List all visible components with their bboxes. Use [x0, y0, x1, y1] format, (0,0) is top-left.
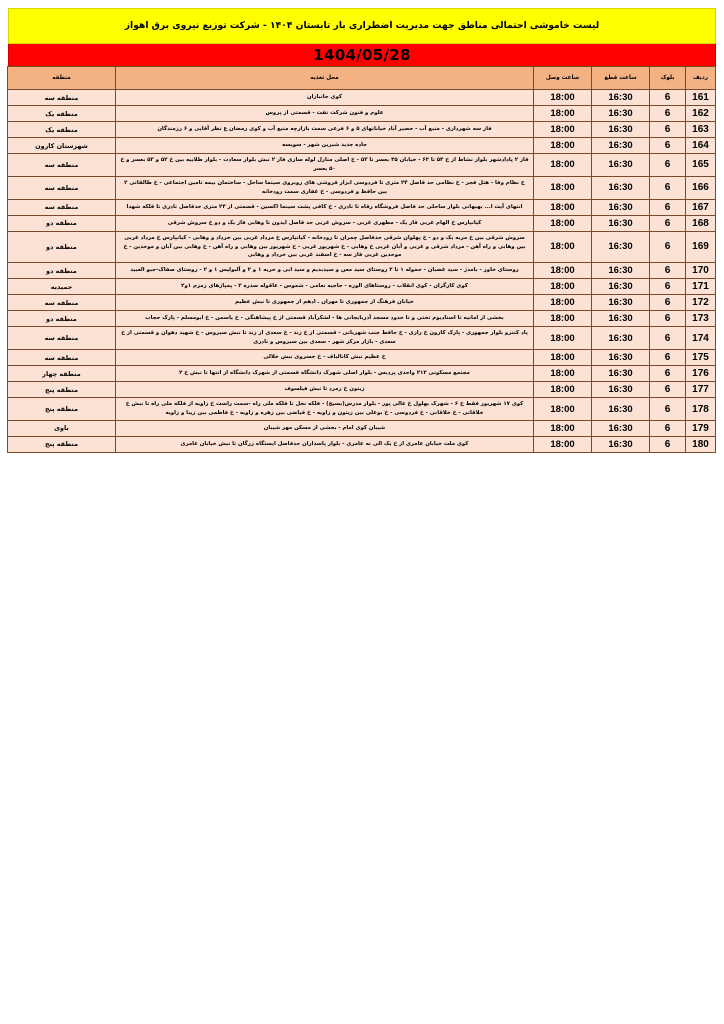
cell-mantaghe: حمیدیه	[8, 279, 116, 295]
cell-radif: 168	[686, 215, 716, 231]
cell-saat-ghat: 16:30	[592, 382, 650, 398]
cell-mahal-taghzie: روستای خاور - بامدژ - سید غضبان - حموله ۱ تا ۲ روستای سید معن و سیدبدیم و سید ابی و حریه ۱ و ۲ و آلبولیس ۱ و ۲ - روستای صفاک-جبو العبید	[116, 263, 534, 279]
cell-radif: 180	[686, 436, 716, 452]
table-header-row	[8, 67, 716, 90]
cell-mahal-taghzie: زیتون خ زمرد تا نبش فیلسوف	[116, 382, 534, 398]
cell-mantaghe: شهرستان کارون	[8, 138, 116, 154]
cell-mahal-taghzie: علوم و فنون شرکت نفت - قسمتی از پروس	[116, 106, 534, 122]
cell-saat-vasl: 18:00	[534, 295, 592, 311]
cell-mahal-taghzie: فاز سه شهرداری - منبع آب - حصیر آباد خیابانهای ۵ و ۶ فرعی سمت بازارچه منبع آب و کوی رمضان ع نظر آقایی و ۶ رزمندگان	[116, 122, 534, 138]
cell-mantaghe: منطقه چهار	[8, 366, 116, 382]
column-header-block: بلوک	[650, 67, 686, 90]
cell-radif: 169	[686, 231, 716, 263]
cell-saat-vasl: 18:00	[534, 382, 592, 398]
table-row	[8, 138, 716, 154]
cell-mantaghe: منطقه یک	[8, 122, 116, 138]
cell-block: 6	[650, 366, 686, 382]
cell-mantaghe: منطقه سه	[8, 199, 116, 215]
cell-mahal-taghzie: خ عظیم نبش کانالباف - خ خسروی نبش خلالی	[116, 350, 534, 366]
cell-radif: 178	[686, 398, 716, 421]
cell-block: 6	[650, 138, 686, 154]
cell-mahal-taghzie: کوی جانبازان	[116, 90, 534, 106]
cell-block: 6	[650, 327, 686, 350]
cell-mahal-taghzie: جاده جدید شیرین شهر - سویسه	[116, 138, 534, 154]
cell-block: 6	[650, 122, 686, 138]
cell-block: 6	[650, 199, 686, 215]
table-row	[8, 398, 716, 421]
table-row	[8, 199, 716, 215]
cell-block: 6	[650, 176, 686, 199]
cell-radif: 170	[686, 263, 716, 279]
cell-radif: 164	[686, 138, 716, 154]
table-row	[8, 90, 716, 106]
column-header-saat-ghat: ساعت قطع	[592, 67, 650, 90]
table-row	[8, 122, 716, 138]
cell-saat-vasl: 18:00	[534, 327, 592, 350]
cell-mantaghe: منطقه سه	[8, 90, 116, 106]
cell-radif: 175	[686, 350, 716, 366]
cell-radif: 165	[686, 154, 716, 177]
cell-saat-ghat: 16:30	[592, 263, 650, 279]
cell-mahal-taghzie: سروش شرقی بین خ مربه یک و دو - خ پهلوان شرقی حدفاصل چمران تا رودخانه - کیانپارس خ مرداد غربی بین خرداد و وهابی - کیانپارس خ مرداد غربی بین وهابی و راه آهن - مرداد شرقی و غربی و آبان غربی خ وهابی - خ شهریور غربی - خ شهریور بین وهابی و راه آهن - خ وهابی بین آبان و موحدین - خ موحدین غربی فاز سه - خ اسفند غربی بین خرداد و وهابی	[116, 231, 534, 263]
cell-mantaghe: منطقه سه	[8, 327, 116, 350]
document-title-banner: لیست خاموشی احتمالی مناطق جهت مدیریت اضطراری بار تابستان ۱۴۰۴ - شرکت توزیع نیروی برق اهواز	[8, 8, 716, 44]
cell-saat-vasl: 18:00	[534, 398, 592, 421]
cell-block: 6	[650, 420, 686, 436]
cell-saat-vasl: 18:00	[534, 366, 592, 382]
cell-mahal-taghzie: فاز ۲ پادادشهر بلوار نشاط از خ ۵۴ تا ۶۲ - خیابان ۴۵ بعسر تا ۵۳ - خ اصلی منازل لوله سازی فاز ۲ نبش بلوار سعادت - بلوار طلاییه بین خ ۵۲ و ۵۳ بعسر و خ ۵۰ بعسر	[116, 154, 534, 177]
cell-saat-vasl: 18:00	[534, 215, 592, 231]
cell-mantaghe: منطقه سه	[8, 350, 116, 366]
cell-mahal-taghzie: بخشی از امانیه تا استادیوم تختی و تا حدود مسجد آذربایجانی ها - لشکرآباد قسمتی از خ پیشاهنگی - خ یاسمن - خ ابومسلم - پارک حجاب	[116, 311, 534, 327]
cell-block: 6	[650, 295, 686, 311]
cell-saat-ghat: 16:30	[592, 90, 650, 106]
cell-saat-ghat: 16:30	[592, 327, 650, 350]
cell-radif: 161	[686, 90, 716, 106]
cell-block: 6	[650, 350, 686, 366]
column-header-mahal-taghzie: محل تغذیه	[116, 67, 534, 90]
cell-block: 6	[650, 154, 686, 177]
cell-mantaghe: منطقه دو	[8, 263, 116, 279]
cell-radif: 163	[686, 122, 716, 138]
cell-saat-ghat: 16:30	[592, 366, 650, 382]
cell-saat-ghat: 16:30	[592, 106, 650, 122]
cell-mahal-taghzie: انتهای آیت ا... بهبهانی بلوار ساحلی حد فاصل فروشگاه رفاه تا نادری - خ کافی پشت سینما اکسین - قسمتی از ۲۴ متری حدفاصل نادری تا فلکه شهدا	[116, 199, 534, 215]
cell-block: 6	[650, 90, 686, 106]
table-row	[8, 106, 716, 122]
column-header-mantaghe: منطقه	[8, 67, 116, 90]
cell-mahal-taghzie: خ نظام وفا - هتل فجر - خ نظامی حد فاصل ۲۴ متری تا فردوسی ابزار فروشی های روبروی سینما ساحل - ساختمان بیمه تامین اجتماعی - خ طالقانی ۲ بین حافظ و فردوسی - خ غفاری سمت رودخانه	[116, 176, 534, 199]
table-row	[8, 263, 716, 279]
table-row	[8, 176, 716, 199]
column-header-radif: ردیف	[686, 67, 716, 90]
cell-block: 6	[650, 279, 686, 295]
cell-radif: 179	[686, 420, 716, 436]
table-row	[8, 295, 716, 311]
table-row	[8, 436, 716, 452]
cell-mahal-taghzie: مجتمع مسکونی ۲۱۲ واحدی پردیس - بلوار اصلی شهرک دانشگاه قسمتی از شهرک دانشگاه از انتها تا نبش خ ۲	[116, 366, 534, 382]
cell-mahal-taghzie: کوی کارگران - کوی انقلاب - روستاهای الوزه - حاجیه نعامی - شموس - عاقوله سدره ۲ - پمپاژهای زمزم ۱و۲	[116, 279, 534, 295]
cell-radif: 162	[686, 106, 716, 122]
cell-saat-vasl: 18:00	[534, 176, 592, 199]
table-row	[8, 231, 716, 263]
cell-saat-ghat: 16:30	[592, 420, 650, 436]
table-row	[8, 420, 716, 436]
cell-saat-vasl: 18:00	[534, 263, 592, 279]
cell-saat-ghat: 16:30	[592, 154, 650, 177]
cell-saat-vasl: 18:00	[534, 199, 592, 215]
outage-table	[7, 66, 716, 453]
cell-radif: 172	[686, 295, 716, 311]
table-row	[8, 382, 716, 398]
table-body	[8, 90, 716, 453]
cell-radif: 171	[686, 279, 716, 295]
table-row	[8, 350, 716, 366]
cell-saat-vasl: 18:00	[534, 231, 592, 263]
cell-mahal-taghzie: پاد کنترو بلوار جمهوری - پارک کارون خ رازی - خ حافظ جنب شهربانی - قسمتی از خ زند - خ سعدی از زند تا نبش سیروس - خ شهید دهوان و قسمتی از خ سعدی - بازار مرکز شهر - سعدی بین سیروس و نادری	[116, 327, 534, 350]
cell-mantaghe: منطقه سه	[8, 295, 116, 311]
cell-saat-ghat: 16:30	[592, 215, 650, 231]
table-row	[8, 327, 716, 350]
cell-mantaghe: منطقه پنج	[8, 398, 116, 421]
cell-block: 6	[650, 398, 686, 421]
cell-block: 6	[650, 231, 686, 263]
table-row	[8, 366, 716, 382]
cell-mantaghe: باوی	[8, 420, 116, 436]
cell-mahal-taghzie: خیابان فرهنگ از جمهوری تا مهران ـ ادهم از جمهوری تا نبش عظیم	[116, 295, 534, 311]
cell-saat-ghat: 16:30	[592, 311, 650, 327]
cell-block: 6	[650, 215, 686, 231]
cell-saat-vasl: 18:00	[534, 138, 592, 154]
table-row	[8, 311, 716, 327]
cell-saat-vasl: 18:00	[534, 279, 592, 295]
cell-mantaghe: منطقه دو	[8, 311, 116, 327]
cell-radif: 166	[686, 176, 716, 199]
cell-saat-ghat: 16:30	[592, 295, 650, 311]
cell-mantaghe: منطقه سه	[8, 176, 116, 199]
cell-saat-vasl: 18:00	[534, 154, 592, 177]
cell-saat-ghat: 16:30	[592, 138, 650, 154]
cell-radif: 173	[686, 311, 716, 327]
cell-mahal-taghzie: کیانپارس خ الهام غربی فاز یک - مطهری غربی - سروش غربی حد فاصل ایدون تا وهابی فاز یک و دو خ سروش شرقی	[116, 215, 534, 231]
cell-saat-vasl: 18:00	[534, 311, 592, 327]
cell-saat-vasl: 18:00	[534, 350, 592, 366]
cell-mantaghe: منطقه دو	[8, 215, 116, 231]
cell-saat-vasl: 18:00	[534, 90, 592, 106]
cell-saat-ghat: 16:30	[592, 176, 650, 199]
cell-radif: 177	[686, 382, 716, 398]
cell-saat-ghat: 16:30	[592, 398, 650, 421]
cell-saat-ghat: 16:30	[592, 279, 650, 295]
cell-radif: 174	[686, 327, 716, 350]
cell-block: 6	[650, 263, 686, 279]
document-date-banner: 1404/05/28	[8, 44, 716, 66]
cell-radif: 167	[686, 199, 716, 215]
table-row	[8, 154, 716, 177]
cell-block: 6	[650, 311, 686, 327]
cell-saat-ghat: 16:30	[592, 122, 650, 138]
cell-saat-vasl: 18:00	[534, 122, 592, 138]
cell-saat-ghat: 16:30	[592, 199, 650, 215]
cell-mantaghe: منطقه سه	[8, 154, 116, 177]
table-row	[8, 279, 716, 295]
cell-block: 6	[650, 436, 686, 452]
cell-mantaghe: منطقه پنج	[8, 382, 116, 398]
cell-mahal-taghzie: کوی ۱۷ شهریور فقط خ ۶ - شهرک بهلول خ عالی پور - بلوار مدرس(بسیج) - فلکه نخل تا فلکه ملی راه -سمت راست خ زاویه از فلکه ملی راه تا نبش خ خلاقانی - خ خلاقانی - خ فردوسی - خ بوعلی بین زیتون و زاویه - خ فیاضی بین زهره و زاویه - خ فاطمی بین زیبا و زاویه	[116, 398, 534, 421]
cell-saat-vasl: 18:00	[534, 106, 592, 122]
cell-block: 6	[650, 106, 686, 122]
cell-mahal-taghzie: شیبان کوی امام - بخشی از مسکن مهر شیبان	[116, 420, 534, 436]
column-header-saat-vasl: ساعت وصل	[534, 67, 592, 90]
cell-mahal-taghzie: کوی ملت خیابان عامری از خ یک الی نه عامری - بلوار پاسداران حدفاصل ایستگاه زرگان تا نبش خیابان عامری	[116, 436, 534, 452]
table-row	[8, 215, 716, 231]
cell-mantaghe: منطقه دو	[8, 231, 116, 263]
cell-saat-ghat: 16:30	[592, 350, 650, 366]
cell-saat-vasl: 18:00	[534, 420, 592, 436]
cell-saat-ghat: 16:30	[592, 436, 650, 452]
cell-mantaghe: منطقه یک	[8, 106, 116, 122]
cell-radif: 176	[686, 366, 716, 382]
cell-saat-ghat: 16:30	[592, 231, 650, 263]
cell-saat-vasl: 18:00	[534, 436, 592, 452]
cell-mantaghe: منطقه پنج	[8, 436, 116, 452]
cell-block: 6	[650, 382, 686, 398]
